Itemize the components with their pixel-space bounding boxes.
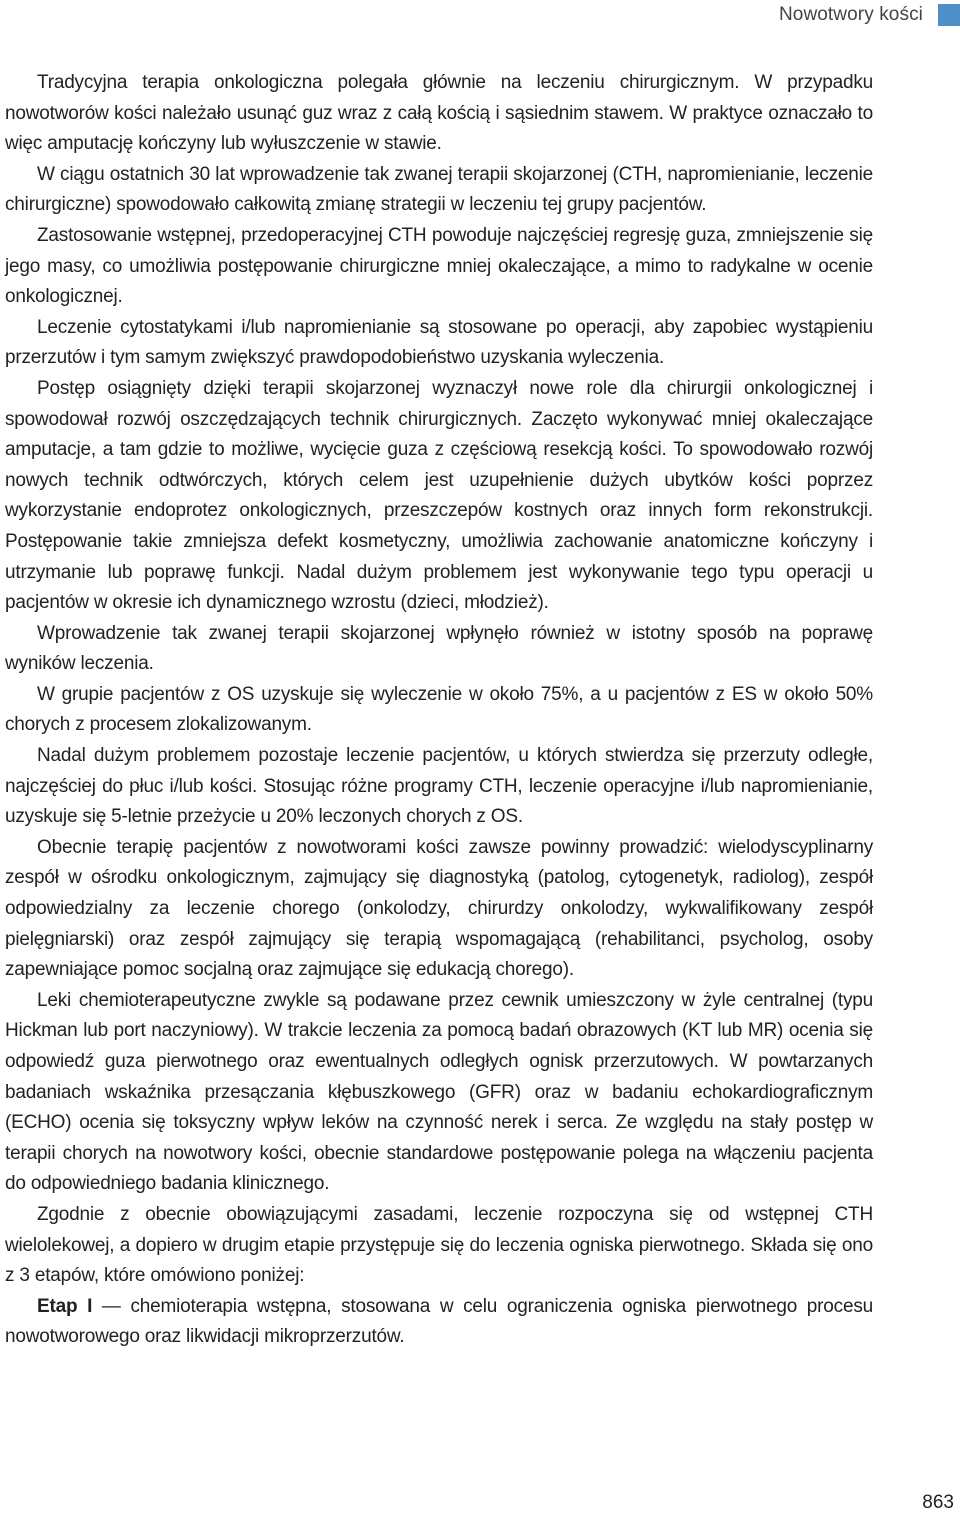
paragraph: Leki chemioterapeutyczne zwykle są podawane przez cewnik umieszczony w żyle centralnej (typu Hickman lub port naczyniowy). W trakcie leczenia za pomocą badań obrazowych (KT lub MR) ocenia się odpowiedź guza pierwotnego oraz ewentualnych odległych ognisk przerzutowych. W powtarzanych badaniach wskaźnika przesączania kłębuszkowego (GFR) oraz w badaniu echokardiograficznym (ECHO) ocenia się toksyczny wpływ leków na czynność nerek i serca. Ze względu na stały postęp w terapii chorych na nowotwory kości, obecnie standardowe postępowanie polega na włączeniu pacjenta do odpowiedniego badania klinicznego. (5, 989, 873, 1195)
section-color-marker (938, 4, 960, 26)
paragraph: Wprowadzenie tak zwanej terapii skojarzonej wpłynęło również w istotny sposób na poprawę wyników leczenia. (5, 622, 873, 675)
paragraph: Leczenie cytostatykami i/lub napromienianie są stosowane po operacji, aby zapobiec wystąpieniu przerzutów i tym samym zwiększyć prawdopodobieństwo uzyskania wyleczenia. (5, 316, 873, 369)
stage-label: Etap I (37, 1295, 93, 1317)
page-number: 863 (922, 1492, 954, 1513)
paragraph: W grupie pacjentów z OS uzyskuje się wyleczenie w około 75%, a u pacjentów z ES w około 50% chorych z procesem zlokalizowanym. (5, 683, 873, 736)
paragraph: Zgodnie z obecnie obowiązującymi zasadami, leczenie rozpoczyna się od wstępnej CTH wielolekowej, a dopiero w drugim etapie przystępuje się do leczenia ogniska pierwotnego. Składa się ono z 3 etapów, które omówiono poniżej: (5, 1203, 873, 1287)
running-header (779, 4, 960, 26)
stage-paragraph (5, 1292, 873, 1353)
paragraph: Nadal dużym problemem pozostaje leczenie pacjentów, u których stwierdza się przerzuty odległe, najczęściej do płuc i/lub kości. Stosując różne programy CTH, leczenie operacyjne i/lub napromienianie, uzyskuje się 5-letnie przeżycie u 20% leczonych chorych z OS. (5, 745, 873, 828)
stage-text: — chemioterapia wstępna, stosowana w celu ograniczenia ogniska pierwotnego procesu nowotworowego oraz likwidacji mikroprzerzutów. (5, 1295, 874, 1348)
paragraph: Zastosowanie wstępnej, przedoperacyjnej CTH powoduje najczęściej regresję guza, zmniejszenie się jego masy, co umożliwia postępowanie chirurgiczne mniej okaleczające, a mimo to radykalne w ocenie onkologicznej. (5, 224, 873, 308)
body-text (5, 68, 873, 1353)
running-title: Nowotwory kości (778, 4, 923, 25)
paragraph: Tradycyjna terapia onkologiczna polegała głównie na leczeniu chirurgicznym. W przypadku nowotworów kości należało usunąć guz wraz z całą kością i sąsiednim stawem. W praktyce oznaczało to więc amputację kończyny lub wyłuszczenie w stawie. (5, 72, 873, 155)
paragraph: Obecnie terapię pacjentów z nowotworami kości zawsze powinny prowadzić: wielodyscyplinarny zespół w ośrodku onkologicznym, zajmujący się diagnostyką (patolog, cytogenetyk, radiolog), zespół odpowiedzialny za leczenie chorego (onkolodzy, chirurdzy onkolodzy, wykwalifikowany zespół pielęgniarski) oraz zespół zajmujący się terapią wspomagającą (rehabilitanci, psycholog, osoby zapewniające pomoc socjalną oraz zajmujące się edukacją chorego). (5, 836, 873, 981)
paragraph: Postęp osiągnięty dzięki terapii skojarzonej wyznaczył nowe role dla chirurgii onkologicznej i spowodował rozwój oszczędzających technik chirurgicznych. Zaczęto wykonywać mniej okaleczające amputacje, a tam gdzie to możliwe, wycięcie guza z częściową resekcją kości. To spowodowało rozwój nowych technik odtwórczych, których celem jest uzupełnienie dużych ubytków kości poprzez wykorzystanie endoprotez onkologicznych, przeszczepów kostnych oraz innych form rekonstrukcji. Postępowanie takie zmniejsza defekt kosmetyczny, umożliwia zachowanie anatomiczne kończyny i utrzymanie lub poprawę funkcji. Nadal dużym problemem jest wykonywanie tego typu operacji u pacjentów w okresie ich dynamicznego wzrostu (dzieci, młodzież). (5, 377, 873, 614)
paragraph: W ciągu ostatnich 30 lat wprowadzenie tak zwanej terapii skojarzonej (CTH, napromienianie, leczenie chirurgiczne) spowodowało całkowitą zmianę strategii w leczeniu tej grupy pacjentów. (5, 163, 873, 216)
